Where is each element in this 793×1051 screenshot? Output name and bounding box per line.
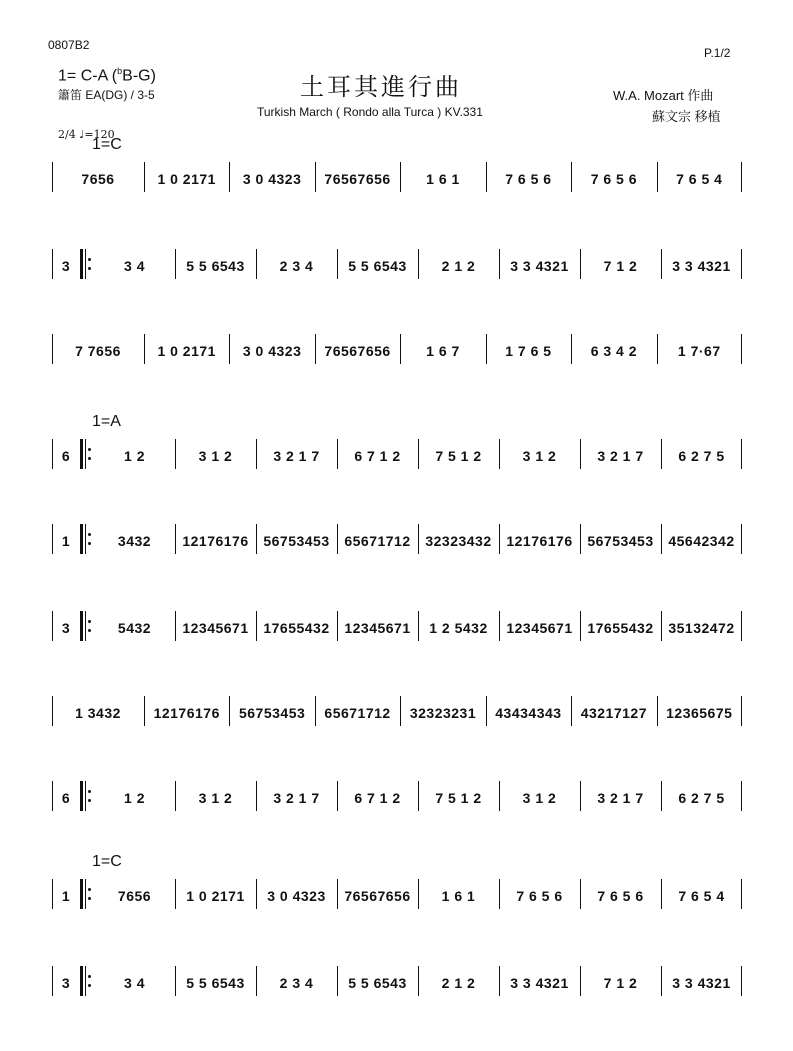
measure-notes: 3 2 1 7: [273, 448, 320, 464]
measure: [52, 692, 144, 732]
measure: [256, 777, 337, 817]
measure-notes: 6: [61, 790, 71, 806]
measure: [337, 962, 418, 1002]
measure-notes: 56753453: [263, 533, 330, 549]
repeat-start-barline: [80, 611, 90, 641]
measure-notes: 2 3 4: [279, 975, 314, 991]
measure-notes: 32323231: [409, 705, 477, 721]
modulation-marking: 1=C: [92, 136, 122, 153]
measure: [571, 692, 656, 732]
barline: [741, 162, 742, 192]
measure: [418, 607, 499, 647]
measure: [175, 777, 256, 817]
measure-notes: 7 1 2: [603, 975, 638, 991]
measure: [144, 330, 229, 370]
measure-notes: 3 3 4321: [672, 258, 731, 274]
measure: [256, 962, 337, 1002]
measure: [52, 435, 80, 475]
measure: [657, 330, 742, 370]
measure: [52, 607, 80, 647]
measure-notes: 76567656: [344, 888, 411, 904]
measure-notes: 2 1 2: [441, 258, 476, 274]
measure: [52, 330, 144, 370]
measure-notes: 6: [61, 448, 71, 464]
measure-notes: 1: [61, 888, 71, 904]
measure-notes: 3 2 1 7: [273, 790, 320, 806]
barline: [741, 439, 742, 469]
measure-notes: 5432: [117, 620, 152, 636]
measure-notes: 6 3 4 2: [590, 343, 638, 359]
measure: [661, 962, 742, 1002]
measure: [175, 962, 256, 1002]
measure-notes: 65671712: [344, 533, 411, 549]
measure-notes: 3: [61, 620, 71, 636]
measure-notes: 56753453: [238, 705, 306, 721]
score-system: [52, 330, 742, 370]
measure-notes: 1 0 2171: [186, 888, 245, 904]
measure: [52, 777, 80, 817]
measure: [400, 692, 485, 732]
measure-notes: 2 3 4: [279, 258, 314, 274]
measure-notes: 2 1 2: [441, 975, 476, 991]
measure: [337, 245, 418, 285]
measure: [661, 607, 742, 647]
barline: [741, 966, 742, 996]
measure: [256, 245, 337, 285]
measure-notes: 56753453: [587, 533, 654, 549]
measure-notes: 6 7 1 2: [354, 448, 401, 464]
measure: [571, 330, 656, 370]
score-subtitle: Turkish March ( Rondo alla Turca ) KV.331: [257, 105, 483, 119]
measure: [580, 245, 661, 285]
measure: [229, 158, 314, 198]
measure: [94, 520, 175, 560]
measure-notes: 3 4: [124, 258, 145, 274]
measure-notes: 1 7 6 5: [505, 343, 552, 359]
barline: [741, 879, 742, 909]
measure: [52, 520, 80, 560]
key-text-rest: B-G): [122, 67, 156, 85]
barline: [741, 249, 742, 279]
measure: [315, 330, 400, 370]
measure-notes: 43217127: [580, 705, 647, 721]
measure: [175, 607, 256, 647]
measure: [52, 962, 80, 1002]
measure: [94, 777, 175, 817]
measure-notes: 1 7·67: [677, 343, 721, 359]
measure-notes: 12345671: [344, 620, 411, 636]
measure: [94, 962, 175, 1002]
measure-notes: 1 2 5432: [429, 620, 488, 636]
measure-notes: 7 6 5 6: [505, 171, 552, 187]
measure: [486, 692, 571, 732]
measure-notes: 76567656: [324, 171, 391, 187]
measure-notes: 12365675: [666, 705, 733, 721]
measure: [486, 158, 571, 198]
measure-notes: 43434343: [495, 705, 562, 721]
score-system: [52, 136, 742, 198]
instrument-label: 簫笛 EA(DG) / 3-5: [58, 88, 155, 102]
measure-notes: 35132472: [668, 620, 735, 636]
measure-notes: 3432: [117, 533, 152, 549]
score-system: [52, 692, 742, 732]
measure: [94, 607, 175, 647]
flat-sign: b: [117, 66, 123, 76]
measure: [52, 245, 80, 285]
measure-notes: 65671712: [324, 705, 391, 721]
measure: [52, 158, 144, 198]
measure: [418, 962, 499, 1002]
measure-notes: 7 6 5 6: [597, 888, 644, 904]
modulation-marking: 1=A: [92, 413, 121, 430]
measure-notes: 12345671: [506, 620, 573, 636]
measure-notes: 7 7656: [75, 343, 121, 359]
repeat-start-barline: [80, 249, 90, 279]
measure: [580, 777, 661, 817]
measure: [94, 875, 175, 915]
measure: [418, 435, 499, 475]
measure: [657, 692, 742, 732]
score-system: [52, 853, 742, 915]
measure-notes: 45642342: [668, 533, 735, 549]
measure: [661, 245, 742, 285]
measure: [175, 245, 256, 285]
measure: [499, 962, 580, 1002]
measure-notes: 12176176: [506, 533, 573, 549]
measure-notes: 12176176: [153, 705, 220, 721]
repeat-start-barline: [80, 439, 90, 469]
measure-notes: 12176176: [182, 533, 249, 549]
measure-notes: 3 2 1 7: [597, 790, 644, 806]
measure-notes: 3 3 4321: [672, 975, 731, 991]
measure-notes: 7656: [117, 888, 152, 904]
measure-notes: 3 4: [124, 975, 145, 991]
page-number: P.1/2: [704, 46, 731, 60]
measure-notes: 3 1 2: [198, 790, 233, 806]
measure: [400, 158, 485, 198]
measure: [256, 607, 337, 647]
measure: [580, 520, 661, 560]
repeat-start-barline: [80, 781, 90, 811]
measure-notes: 5 5 6543: [186, 258, 245, 274]
modulation-marking: 1=C: [92, 853, 122, 870]
measure: [499, 777, 580, 817]
measure: [580, 435, 661, 475]
measure: [52, 875, 80, 915]
measure: [486, 330, 571, 370]
measure: [175, 875, 256, 915]
measure: [499, 245, 580, 285]
measure: [499, 607, 580, 647]
measure-notes: 12345671: [182, 620, 249, 636]
measure-notes: 7 1 2: [603, 258, 638, 274]
measure: [94, 245, 175, 285]
measure: [256, 520, 337, 560]
repeat-start-barline: [80, 524, 90, 554]
score-system: [52, 607, 742, 647]
measure-notes: 7 6 5 6: [590, 171, 638, 187]
measure: [144, 158, 229, 198]
measure-notes: 5 5 6543: [348, 258, 407, 274]
measure: [661, 777, 742, 817]
repeat-start-barline: [80, 879, 90, 909]
measure: [499, 520, 580, 560]
measure-notes: 76567656: [324, 343, 391, 359]
measure: [256, 875, 337, 915]
measure-notes: 1 3432: [75, 705, 121, 721]
measure-notes: 3 0 4323: [242, 343, 302, 359]
measure: [337, 777, 418, 817]
key-text: 1= C-A (: [58, 67, 118, 85]
measure: [400, 330, 485, 370]
measure-notes: 5 5 6543: [186, 975, 245, 991]
measure-notes: 3 3 4321: [510, 258, 569, 274]
arranger-credit: 蘇文宗 移植: [652, 109, 721, 124]
score-system: [52, 245, 742, 285]
measure: [499, 875, 580, 915]
barline: [741, 781, 742, 811]
measure-notes: 17655432: [587, 620, 654, 636]
measure: [661, 520, 742, 560]
measure-notes: 1 2: [124, 448, 145, 464]
measure-notes: 7 6 5 4: [678, 888, 725, 904]
measure-notes: 3 1 2: [522, 448, 557, 464]
barline: [741, 334, 742, 364]
score-title: 土耳其進行曲: [300, 73, 462, 101]
measure: [418, 777, 499, 817]
measure: [337, 435, 418, 475]
measure-notes: 1: [61, 533, 71, 549]
score-system: [52, 962, 742, 1002]
measure-notes: 7656: [81, 171, 115, 187]
measure: [580, 607, 661, 647]
barline: [741, 611, 742, 641]
composer-credit: W.A. Mozart 作曲: [613, 88, 714, 103]
tempo-marking: 2/4 ♩=120: [58, 128, 115, 141]
measure-notes: 1 2: [124, 790, 145, 806]
score-system: [52, 777, 742, 817]
measure: [418, 875, 499, 915]
measure: [580, 962, 661, 1002]
measure-notes: 3 2 1 7: [597, 448, 644, 464]
measure-notes: 3: [61, 258, 71, 274]
measure-notes: 3: [61, 975, 71, 991]
barline: [741, 696, 742, 726]
measure-notes: 3 1 2: [522, 790, 557, 806]
measure-notes: 17655432: [263, 620, 330, 636]
measure: [175, 520, 256, 560]
measure: [144, 692, 229, 732]
barline: [741, 524, 742, 554]
measure-notes: 1 0 2171: [157, 343, 216, 359]
measure: [315, 158, 400, 198]
measure: [418, 245, 499, 285]
measure-notes: 32323432: [425, 533, 492, 549]
measure: [94, 435, 175, 475]
measure: [571, 158, 656, 198]
measure: [175, 435, 256, 475]
measure-notes: 5 5 6543: [348, 975, 407, 991]
measure-notes: 7 6 5 4: [676, 171, 723, 187]
measure-notes: 7 5 1 2: [435, 790, 482, 806]
measure: [337, 520, 418, 560]
measure-notes: 3 0 4323: [242, 171, 302, 187]
measure: [315, 692, 400, 732]
score-system: [52, 413, 742, 475]
score-system: [52, 520, 742, 560]
measure: [337, 875, 418, 915]
document-code: 0807B2: [48, 38, 90, 52]
measure: [418, 520, 499, 560]
measure-notes: 1 6 1: [426, 171, 460, 187]
measure-notes: 1 0 2171: [157, 171, 216, 187]
measure: [229, 692, 314, 732]
measure-notes: 3 0 4323: [267, 888, 326, 904]
measure-notes: 1 6 1: [441, 888, 476, 904]
measure-notes: 6 2 7 5: [678, 790, 725, 806]
measure-notes: 6 2 7 5: [678, 448, 725, 464]
measure: [661, 875, 742, 915]
measure: [337, 607, 418, 647]
measure-notes: 7 5 1 2: [435, 448, 482, 464]
repeat-start-barline: [80, 966, 90, 996]
measure-notes: 7 6 5 6: [516, 888, 563, 904]
measure: [256, 435, 337, 475]
measure-notes: 3 3 4321: [510, 975, 569, 991]
key-signature: [58, 66, 156, 85]
measure: [580, 875, 661, 915]
measure: [499, 435, 580, 475]
measure: [657, 158, 742, 198]
measure: [229, 330, 314, 370]
measure-notes: 6 7 1 2: [354, 790, 401, 806]
measure: [661, 435, 742, 475]
measure-notes: 1 6 7: [426, 343, 460, 359]
measure-notes: 3 1 2: [198, 448, 233, 464]
